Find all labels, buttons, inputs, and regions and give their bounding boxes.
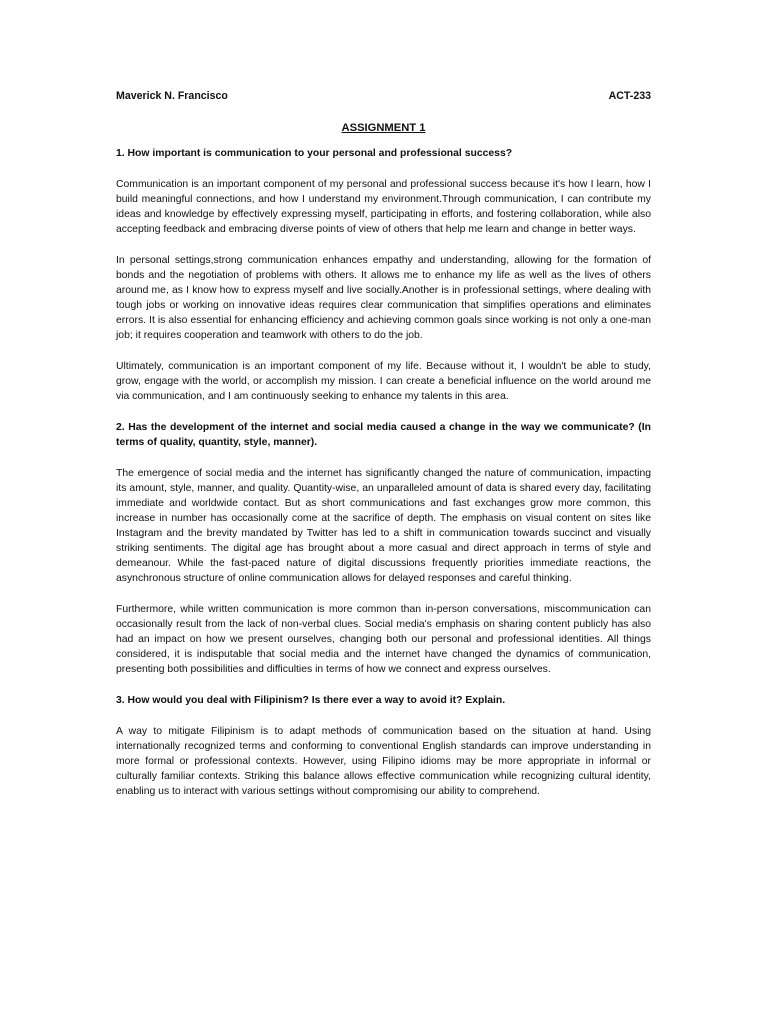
assignment-title: ASSIGNMENT 1 — [341, 122, 426, 134]
question-1: 1. How important is communication to your personal and professional success? — [116, 148, 513, 159]
answer-2-paragraph-2: Furthermore, while written communication is more common than in-person conversations, miscommunication can occasionally result from the lack of non-verbal clues. Social media's emphasis on sharing content publicly has also had an impact on how we present ourselves, changing both our personal and professional identities. All things considered, it is indisputable that social media and the internet have changed the dynamics of communication, presenting both possibilities and difficulties in terms of how we connect and express ourselves. — [116, 604, 651, 675]
answer-1-paragraph-2: In personal settings,strong communication enhances empathy and understanding, allowing for the formation of bonds and the negotiation of problems with others. It allows me to enhance my life as well as the lives of others around me, as I know how to express myself and live socially.Another is in professional settings, where dealing with tough jobs or working on innovative ideas requires clear communication that simplifies operations and eliminates errors. It is also essential for enhancing efficiency and achieving common goals since working is not only a one-man job; it requires cooperation and teamwork with others to do the job. — [116, 255, 651, 341]
answer-3-paragraph-1: A way to mitigate Filipinism is to adapt methods of communication based on the situation at hand. Using internationally recognized terms and conforming to conventional English standards can improve understanding in more formal or professional contexts. However, using Filipino idioms may be more appropriate in informal or culturally familiar contexts. Striking this balance allows effective communication while recognizing cultural identity, enabling us to interact with various settings without compromising our ability to comprehend. — [116, 726, 651, 797]
question-2: 2. Has the development of the internet and social media caused a change in the way we communicate? (In terms of quality, quantity, style, manner). — [116, 422, 651, 448]
course-code: ACT-233 — [608, 90, 651, 102]
document-header — [116, 89, 651, 103]
answer-1-paragraph-1: Communication is an important component of my personal and professional success because it's how I learn, how I build meaningful connections, and how I understand my environment.Through communication, I can contribute my ideas and knowledge by effectively expressing myself, participating in efforts, and fostering collaboration, while also accepting feedback and embracing diverse points of view of others that help me learn and change in better ways. — [116, 179, 651, 235]
question-3: 3. How would you deal with Filipinism? Is there ever a way to avoid it? Explain. — [116, 695, 506, 706]
student-name: Maverick N. Francisco — [116, 90, 228, 102]
answer-2-paragraph-1: The emergence of social media and the internet has significantly changed the nature of communication, impacting its amount, style, manner, and quality. Quantity-wise, an unparalleled amount of data is shared every day, facilitating immediate and worldwide contact. But as short communications and fast exchanges grow more common, this increase in number has occasionally come at the sacrifice of depth. The emphasis on visual content on sites like Instagram and the brevity mandated by Twitter has led to a shift in communication towards succinct and visually striking sentiments. The digital age has brought about a more casual and direct approach in terms of style and demeanour. While the fast-paced nature of digital discussions frequently priorities immediate reactions, the asynchronous structure of online communication allows for delayed responses and careful thinking. — [116, 468, 651, 584]
answer-1-paragraph-3: Ultimately, communication is an important component of my life. Because without it, I wouldn't be able to study, grow, engage with the world, or accomplish my mission. I can create a beneficial influence on the world around me via communication, and I am continuously seeking to enhance my talents in this area. — [116, 361, 651, 402]
document-body — [116, 89, 651, 799]
